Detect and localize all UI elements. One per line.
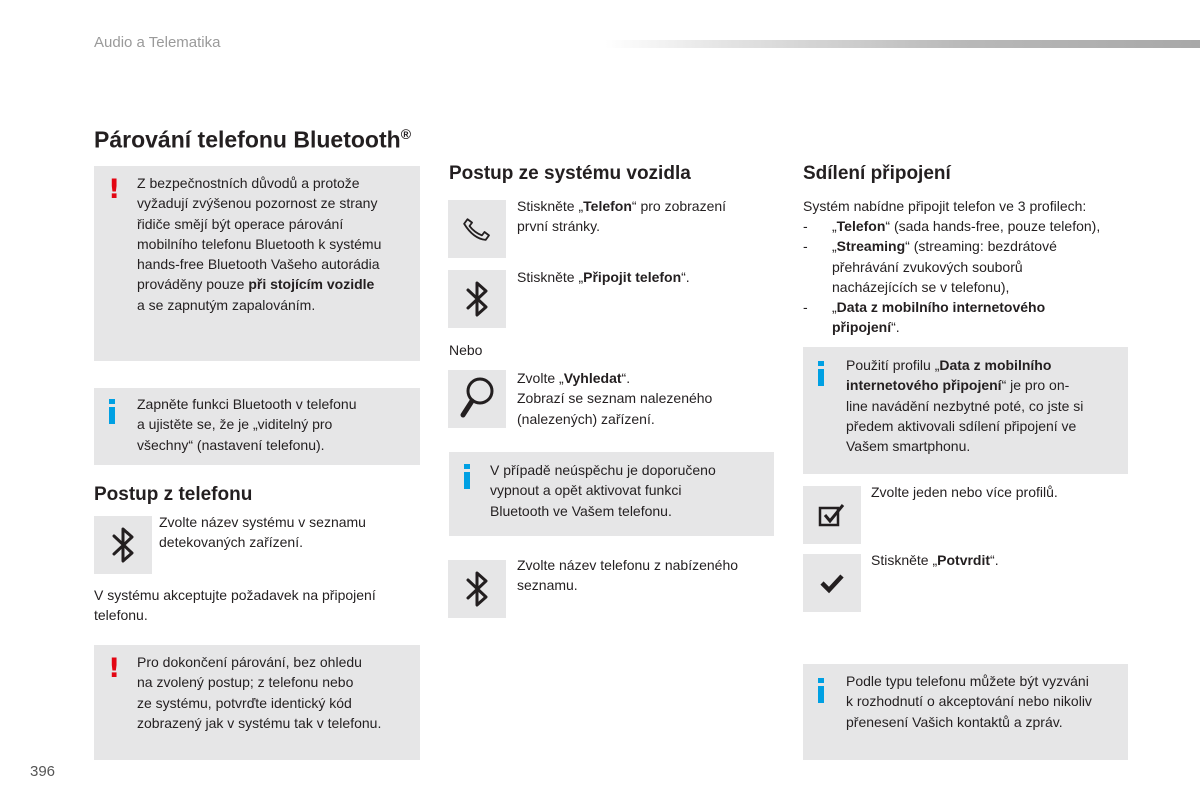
heading-phone-procedure: Postup z telefonu	[94, 484, 253, 505]
warning-box-safety	[94, 166, 420, 361]
info-box-data-profile	[803, 347, 1128, 474]
bluetooth-icon	[462, 279, 492, 319]
registered-mark: ®	[400, 126, 412, 142]
confirm-button	[803, 554, 861, 612]
heading-connection-sharing: Sdílení připojení	[803, 163, 951, 184]
list-item: - „Data z mobilního internetového připojení“.	[803, 299, 1046, 336]
heading-vehicle-procedure: Postup ze systému vozidla	[449, 163, 691, 184]
info-text: Použití profilu „Data z mobilního internetového připojení“ je pro on- line navádění nezbytné poté, co jste si předem aktivovali sdílení připojení ve Vašem smartphonu.	[846, 357, 1084, 455]
bluetooth-button	[448, 560, 506, 618]
list-item: - „Telefon“ (sada hands-free, pouze telefon),	[803, 218, 1101, 234]
page-title: Párování telefonu Bluetooth®	[94, 126, 412, 153]
step-select-profiles: Zvolte jeden nebo více profilů.	[871, 484, 1058, 500]
bluetooth-icon	[462, 569, 492, 609]
warning-box-confirm-code	[94, 645, 420, 760]
checkbox-icon	[818, 502, 846, 528]
info-text: Zapněte funkci Bluetooth v telefonu a ujistěte se, že je „viditelný pro všechny“ (nastavení telefonu).	[137, 396, 357, 453]
step-confirm: Stiskněte „Potvrdit“.	[871, 552, 999, 568]
warning-icon: !	[108, 174, 121, 205]
profile-list	[803, 216, 1163, 338]
bluetooth-icon	[108, 525, 138, 565]
search-icon	[457, 375, 497, 423]
info-box-visibility	[94, 388, 420, 465]
info-box-failure	[449, 452, 774, 536]
header-title: Audio a Telematika	[94, 34, 221, 51]
select-profiles-button	[803, 486, 861, 544]
step-connect-phone: Stiskněte „Připojit telefon“.	[517, 269, 690, 285]
warning-text: Z bezpečnostních důvodů a protože vyžadují zvýšenou pozornost ze strany řidiče smějí být operace párování mobilního telefonu Bluetooth k systému hands-free Bluetooth Vašeho autorádia prováděny pouze při stojícím vozidle a se zapnutým zapalováním.	[137, 175, 382, 313]
step-select-system: Zvolte název systému v seznamu detekovaných zařízení.	[159, 514, 366, 551]
step-search: Zvolte „Vyhledat“. Zobrazí se seznam nalezeného (nalezených) zařízení.	[517, 370, 713, 427]
bluetooth-button	[94, 516, 152, 574]
warning-text: Pro dokončení párování, bez ohledu na zvolený postup; z telefonu nebo ze systému, potvrďte identický kód zobrazený jak v systému tak v telefonu.	[137, 654, 382, 731]
phone-button	[448, 200, 506, 258]
header-bar	[605, 40, 1200, 48]
bluetooth-button	[448, 270, 506, 328]
list-item: - „Streaming“ (streaming: bezdrátové přehrávání zvukových souborů nacházejících se v telefonu),	[803, 238, 1057, 295]
or-label: Nebo	[449, 342, 483, 358]
info-box-contacts	[803, 664, 1128, 760]
accept-request-text: V systému akceptujte požadavek na připojení telefonu.	[94, 587, 376, 624]
step-select-phone: Zvolte název telefonu z nabízeného seznamu.	[517, 557, 739, 594]
info-text: V případě neúspěchu je doporučeno vypnout a opět aktivovat funkci Bluetooth ve Vašem telefonu.	[490, 462, 716, 519]
step-press-phone: Stiskněte „Telefon“ pro zobrazení první stránky.	[517, 198, 727, 235]
profiles-intro: Systém nabídne připojit telefon ve 3 profilech:	[803, 198, 1087, 214]
warning-icon: !	[108, 653, 121, 684]
phone-icon	[460, 212, 494, 246]
info-text: Podle typu telefonu můžete být vyzváni k rozhodnutí o akceptování nebo nikoliv přenesení Vašich kontaktů a zpráv.	[846, 673, 1092, 730]
search-button	[448, 370, 506, 428]
check-icon	[818, 572, 846, 594]
page-number: 396	[30, 763, 56, 780]
